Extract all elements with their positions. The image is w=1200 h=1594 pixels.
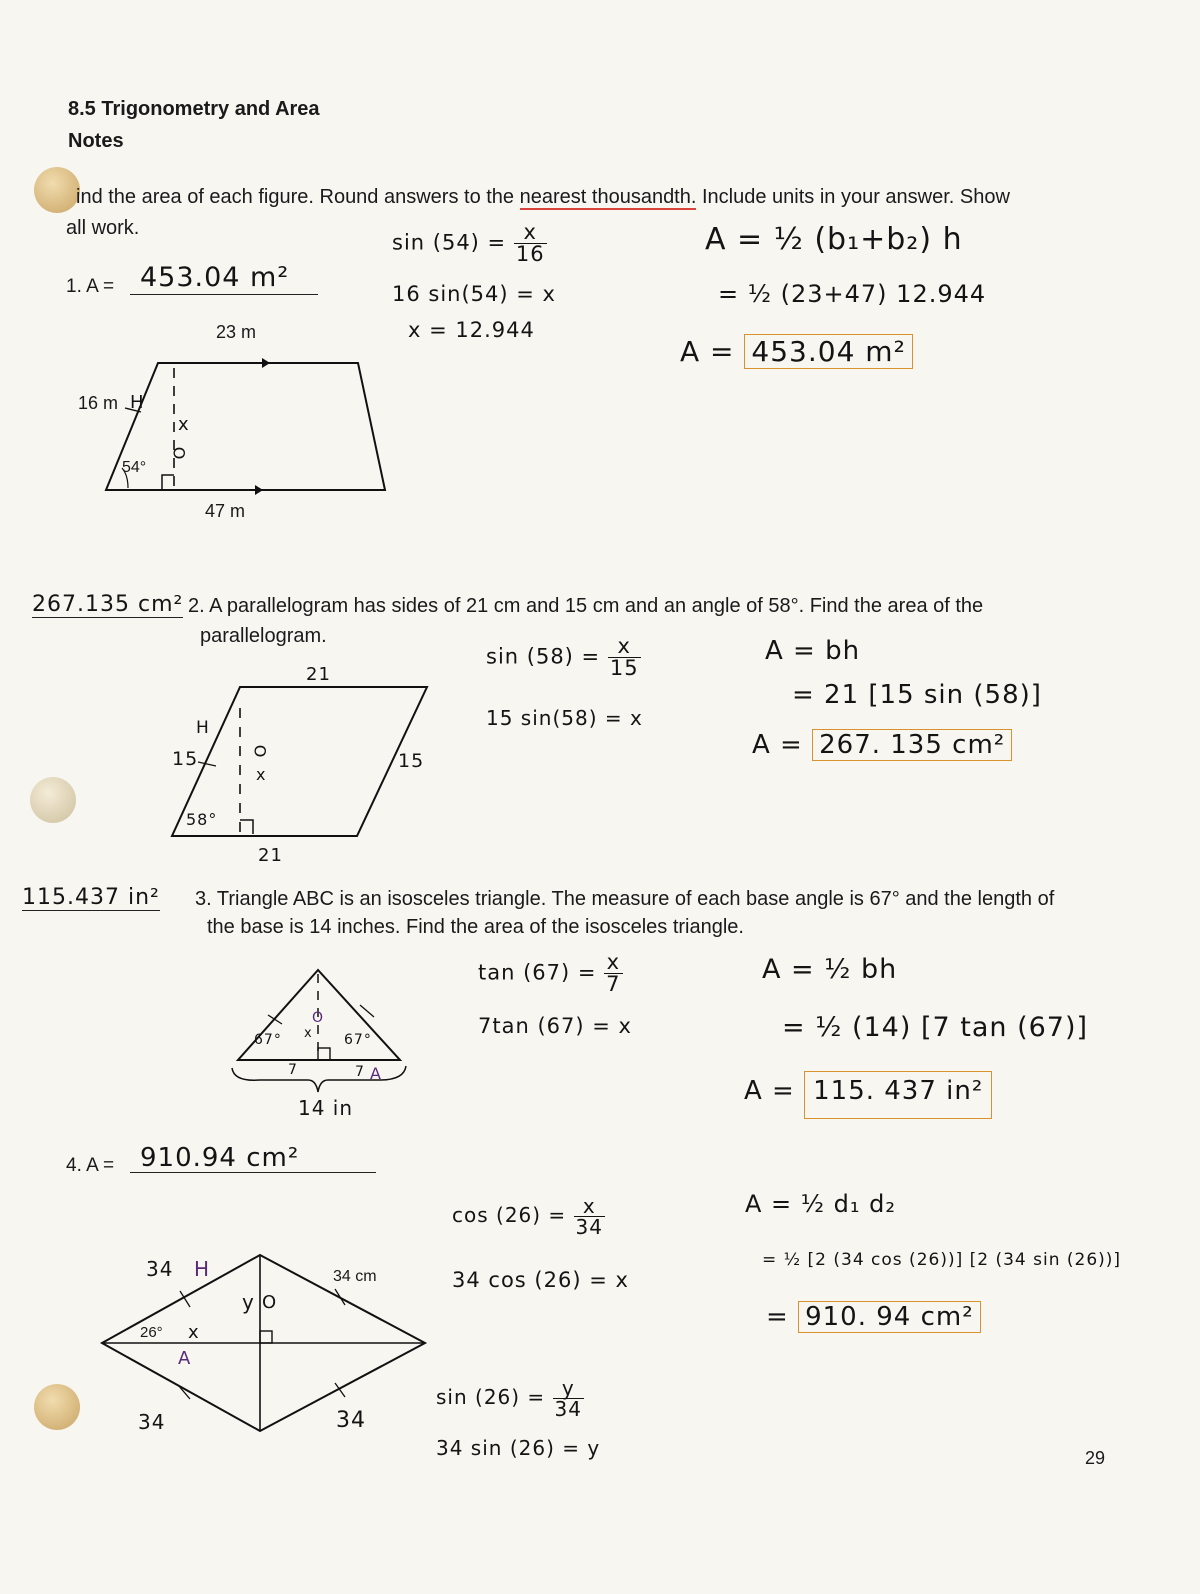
problem2-area-line2: = 21 [15 sin (58)] bbox=[792, 680, 1042, 710]
problem4-area-line2: = ½ [2 (34 cos (26))] [2 (34 sin (26))] bbox=[762, 1250, 1122, 1270]
instructions-line2: all work. bbox=[66, 217, 140, 239]
instructions-emphasis: nearest thousandth. bbox=[519, 186, 697, 208]
problem1-work-line2: 16 sin(54) = x bbox=[392, 282, 556, 306]
problem3-base-label: 14 in bbox=[298, 1096, 354, 1120]
problem2-top-label: 21 bbox=[306, 664, 331, 685]
problem3-answer: 115.437 in² bbox=[22, 885, 160, 910]
problem2-side-mark: H bbox=[196, 718, 210, 738]
problem4-work-line2: 34 cos (26) = x bbox=[452, 1268, 629, 1292]
problem2-side-label: 15 bbox=[172, 748, 199, 770]
instructions-suffix: Include units in your answer. Show bbox=[696, 186, 1010, 208]
problem1-boxed-answer: 453.04 m² bbox=[744, 334, 912, 369]
problem2-answer: 267.135 cm² bbox=[32, 592, 184, 617]
problem2-text-line2: parallelogram. bbox=[200, 625, 327, 647]
problem4-side-tl: 34 bbox=[146, 1257, 174, 1281]
problem4-side-bl: 34 bbox=[138, 1410, 166, 1434]
problem4-x-label: x bbox=[188, 1322, 200, 1343]
problem1-answer-line bbox=[130, 294, 318, 295]
problem2-height-label: x bbox=[256, 765, 267, 784]
problem4-side-br: 34 bbox=[336, 1408, 366, 1433]
problem4-o-label: O bbox=[262, 1292, 278, 1313]
problem4-label: 4. A = bbox=[66, 1155, 115, 1176]
problem3-text-line1: 3. Triangle ABC is an isosceles triangle. The measure of each base angle is 67° and the length of bbox=[195, 888, 1055, 910]
problem3-height-mark: O bbox=[312, 1010, 325, 1026]
problem1-top-label: 23 m bbox=[216, 322, 257, 342]
problem3-text-line2: the base is 14 inches. Find the area of the isosceles triangle. bbox=[207, 916, 744, 938]
problem2-bottom-label: 21 bbox=[258, 845, 283, 866]
problem1-height-label: x bbox=[178, 414, 190, 435]
page-subtitle: Notes bbox=[68, 130, 124, 152]
page-number: 29 bbox=[1085, 1448, 1106, 1468]
punch-hole-middle bbox=[30, 777, 76, 823]
problem2-angle-label: 58° bbox=[186, 810, 218, 829]
problem1-area-line1: A = ½ (b₁+b₂) h bbox=[705, 222, 963, 257]
problem3-triangle-diagram bbox=[220, 960, 420, 1110]
problem4-a-label: A bbox=[178, 1348, 192, 1369]
problem2-work-line1: sin (58) = $\frac{x}{15}$ bbox=[486, 634, 639, 680]
problem3-vertex-mark: A bbox=[370, 1064, 382, 1083]
problem3-half-right: 7 bbox=[355, 1064, 365, 1080]
problem2-right-label: 15 bbox=[398, 750, 425, 772]
problem2-text-line1: 2. A parallelogram has sides of 21 cm and 15 cm and an angle of 58°. Find the area of the bbox=[188, 595, 984, 617]
problem2-area-line1: A = bh bbox=[765, 636, 861, 666]
problem4-work-line4: 34 sin (26) = y bbox=[436, 1436, 601, 1460]
punch-hole-top bbox=[34, 167, 80, 213]
problem4-boxed-answer: 910. 94 cm² bbox=[798, 1301, 981, 1333]
problem1-side-mark: H bbox=[130, 392, 145, 413]
instructions bbox=[76, 186, 1010, 209]
problem4-area-line1: A = ½ d₁ d₂ bbox=[745, 1190, 897, 1218]
problem1-label: 1. A = bbox=[66, 276, 115, 297]
problem1-work-line3: x = 12.944 bbox=[408, 318, 535, 342]
punch-hole-bottom bbox=[34, 1384, 80, 1430]
problem2-work-line2: 15 sin(58) = x bbox=[486, 706, 643, 730]
problem1-height-mark: O bbox=[169, 446, 189, 461]
problem1-area-line3: A = 453.04 m² bbox=[680, 335, 913, 368]
problem4-y-label: y bbox=[242, 1290, 255, 1314]
problem4-side-tr: 34 cm bbox=[333, 1268, 377, 1285]
problem1-area-line2: = ½ (23+47) 12.944 bbox=[718, 280, 987, 308]
problem4-angle-label: 26° bbox=[140, 1324, 163, 1341]
problem4-work-line3: sin (26) = $\frac{y}{34}$ bbox=[436, 1376, 582, 1421]
page-title: 8.5 Trigonometry and Area bbox=[68, 98, 320, 120]
problem3-area-line1: A = ½ bh bbox=[762, 954, 898, 985]
problem3-half-left: 7 bbox=[288, 1062, 298, 1078]
problem2-boxed-answer: 267. 135 cm² bbox=[812, 729, 1012, 761]
problem4-side-tl-mark: H bbox=[194, 1257, 211, 1281]
problem4-answer: 910.94 cm² bbox=[140, 1143, 300, 1173]
problem3-area-line3: A = 115. 437 in² bbox=[744, 1076, 992, 1106]
problem1-bottom-label: 47 m bbox=[205, 501, 246, 521]
problem1-answer: 453.04 m² bbox=[140, 262, 290, 293]
problem1-side-label: 16 m bbox=[78, 393, 119, 413]
problem3-work-line2: 7tan (67) = x bbox=[478, 1014, 632, 1038]
problem1-work-line1: sin (54) = $\frac{x}{16}$ bbox=[392, 220, 545, 266]
instructions-prefix: ind the area of each figure. Round answers to the bbox=[76, 186, 520, 208]
problem2-area-line3: A = 267. 135 cm² bbox=[752, 730, 1012, 760]
problem3-angle-right: 67° bbox=[344, 1032, 372, 1048]
problem3-height-label: x bbox=[304, 1026, 313, 1041]
problem2-height-mark: O bbox=[250, 744, 270, 759]
problem3-angle-left: 67° bbox=[254, 1032, 282, 1048]
problem4-area-line3: = 910. 94 cm² bbox=[766, 1302, 981, 1332]
problem4-work-line1: cos (26) = $\frac{x}{34}$ bbox=[452, 1194, 603, 1239]
problem3-boxed-answer: 115. 437 in² bbox=[804, 1071, 992, 1119]
problem3-work-line1: tan (67) = $\frac{x}{7}$ bbox=[478, 950, 621, 996]
problem1-angle-label: 54° bbox=[122, 459, 147, 476]
problem3-area-line2: = ½ (14) [7 tan (67)] bbox=[782, 1012, 1089, 1043]
